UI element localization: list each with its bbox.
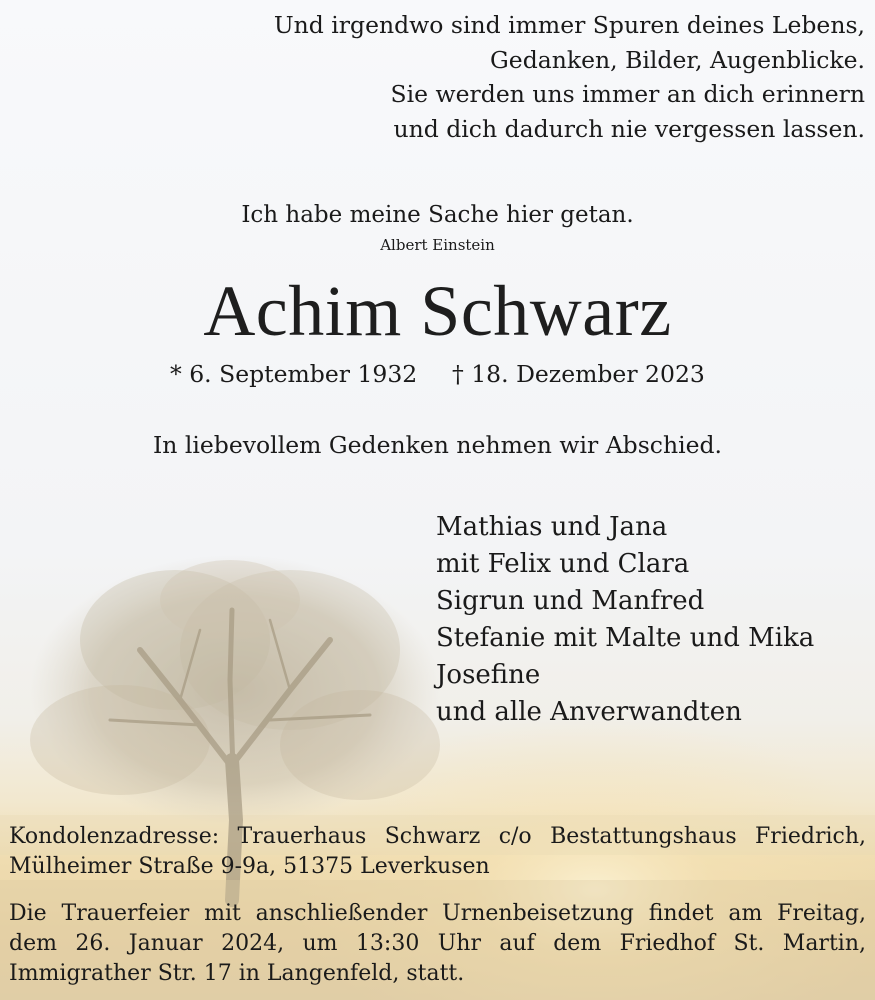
poem-line: Und irgendwo sind immer Spuren deines Lebens, [273,11,865,39]
mourner-entry: mit Felix und Clara [436,549,690,579]
condolence-address [9,822,866,882]
poem-line: Gedanken, Bilder, Augenblicke. [490,45,865,74]
mourner-entry: Mathias und Jana [436,512,668,542]
mourner-entry: Josefine [436,660,541,690]
death-date: † 18. Dezember 2023 [452,360,705,388]
mourners-list [436,509,814,731]
condolence-line: Mülheimer Straße 9-9a, 51375 Leverkusen [9,854,490,879]
poem-line: und dich dadurch nie vergessen lassen. [393,114,865,143]
poem [165,8,865,146]
funeral-line: dem 26. Januar 2024, um 13:30 Uhr auf dem Friedhof St. Martin, [9,931,866,956]
funeral-line: Die Trauerfeier mit anschließender Urnenbeisetzung findet am Freitag, [9,901,866,926]
farewell-text: In liebevollem Gedenken nehmen wir Abschied. [152,431,723,459]
poem-line: Sie werden uns immer an dich erinnern [390,80,865,108]
mourner-entry: Stefanie mit Malte und Mika [436,623,815,653]
funeral-line: Immigrather Str. 17 in Langenfeld, statt. [9,961,465,986]
mourner-entry: und alle Anverwandten [436,697,742,727]
quote-author: Albert Einstein [380,236,495,254]
funeral-notice [9,899,866,989]
mourner-entry: Sigrun und Manfred [436,586,705,616]
condolence-line: Kondolenzadresse: Trauerhaus Schwarz c/o Bestattungshaus Friedrich, [9,824,866,849]
birth-date: * 6. September 1932 [170,360,418,388]
deceased-name: Achim Schwarz [203,271,672,351]
quote-text: Ich habe meine Sache hier getan. [241,202,634,228]
